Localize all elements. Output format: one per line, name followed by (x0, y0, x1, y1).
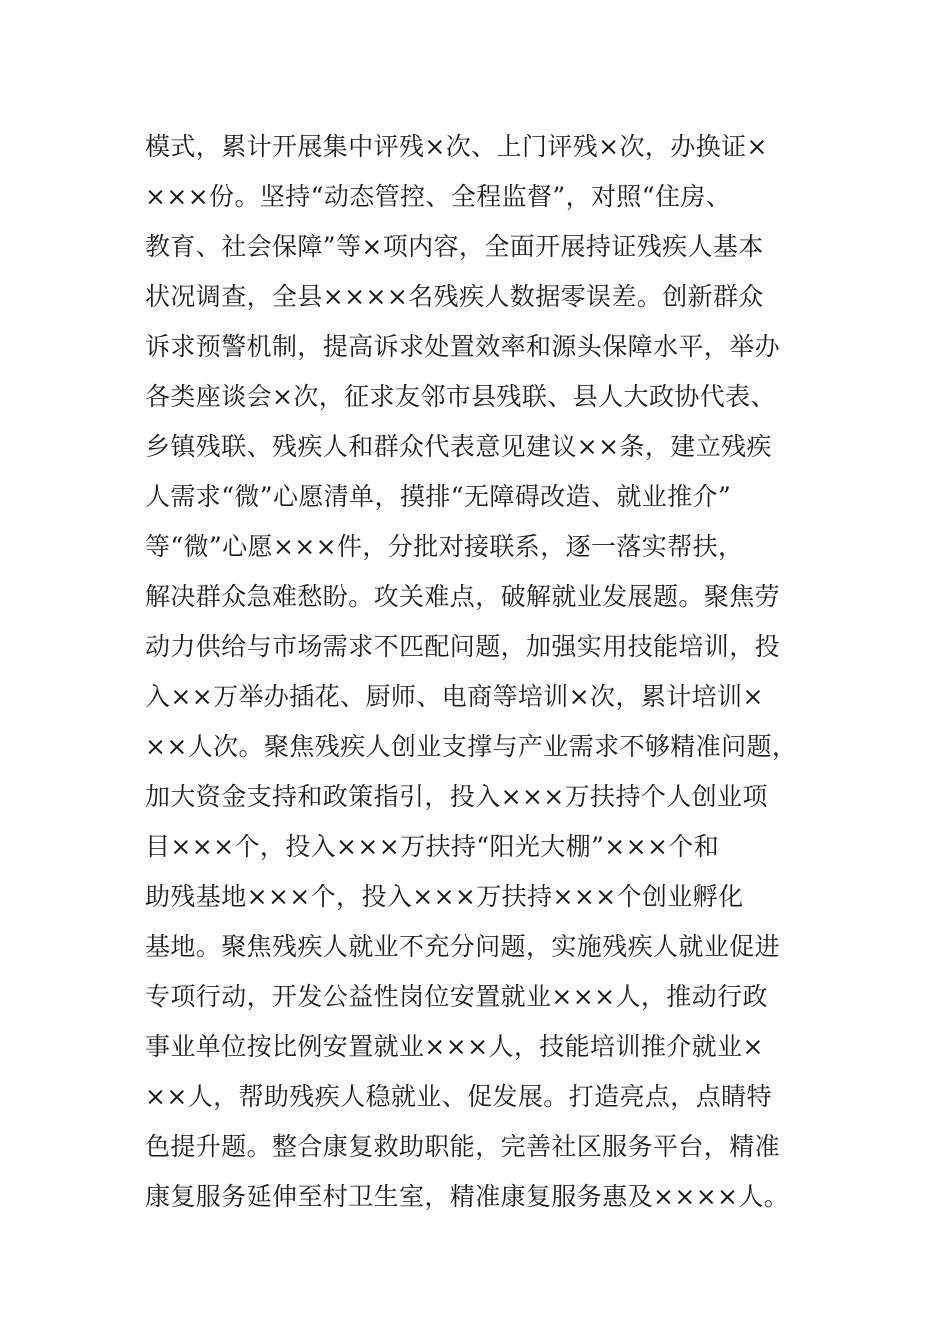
text-line: 动力供给与市场需求不匹配问题，加强实用技能培训，投 (145, 632, 781, 661)
text-line: 各类座谈会×次，征求友邻市县残联、县人大政协代表、 (145, 382, 776, 411)
text-line: 加大资金支持和政策指引，投入×××万扶持个人创业项 (145, 782, 768, 811)
text-line: 解决群众急难愁盼。攻关难点，破解就业发展题。聚焦劳 (145, 582, 781, 611)
body-text (145, 122, 845, 1222)
text-line: 教育、社会保障”等×项内容，全面开展持证残疾人基本 (145, 232, 764, 261)
text-line: 目×××个，投入×××万扶持“阳光大棚”×××个和 (145, 832, 720, 861)
text-line: 色提升题。整合康复救助职能，完善社区服务平台，精准 (145, 1132, 781, 1161)
text-line: ×××份。坚持“动态管控、全程监督”，对照“住房、 (145, 182, 732, 211)
text-line: ××人次。聚焦残疾人创业支撑与产业需求不够精准问题， (145, 732, 798, 761)
text-line: 专项行动，开发公益性岗位安置就业×××人，推动行政 (145, 982, 768, 1011)
text-line: 助残基地×××个，投入×××万扶持×××个创业孵化 (145, 882, 744, 911)
text-line: 乡镇残联、残疾人和群众代表意见建议××条，建立残疾 (145, 432, 772, 461)
text-line: ××人，帮助残疾人稳就业、促发展。打造亮点，点睛特 (145, 1082, 772, 1111)
text-line: 等“微”心愿×××件，分批对接联系，逐一落实帮扶， (145, 532, 744, 561)
text-line: 基地。聚焦残疾人就业不充分问题，实施残疾人就业促进 (145, 932, 781, 961)
text-line: 入××万举办插花、厨师、电商等培训×次，累计培训× (145, 682, 764, 711)
text-line: 康复服务延伸至村卫生室，精准康复服务惠及××××人。 (145, 1182, 790, 1211)
text-line: 事业单位按比例安置就业×××人，技能培训推介就业× (145, 1032, 764, 1061)
text-line: 诉求预警机制，提高诉求处置效率和源头保障水平，举办 (145, 332, 781, 361)
text-line: 人需求“微”心愿清单，摸排“无障碍改造、就业推介” (145, 482, 732, 511)
text-line: 模式，累计开展集中评残×次、上门评残×次，办换证× (145, 132, 768, 161)
text-line: 状况调查，全县××××名残疾人数据零误差。创新群众 (145, 282, 764, 311)
